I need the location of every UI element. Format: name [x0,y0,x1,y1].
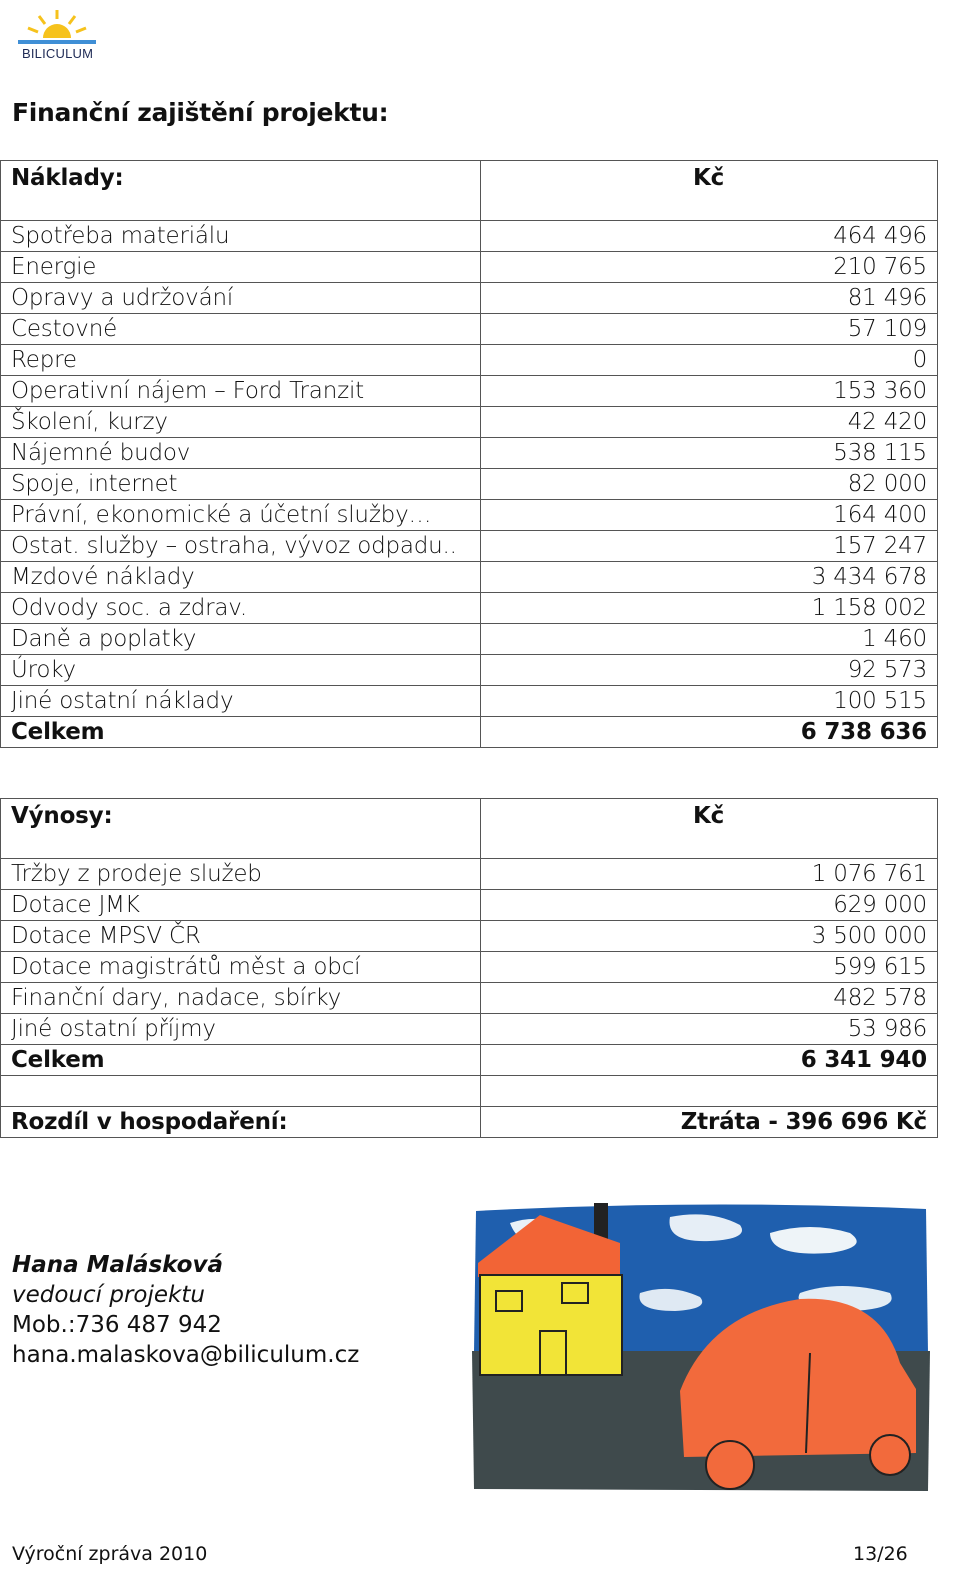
costs-row-value: 538 115 [481,438,938,469]
costs-row-value: 210 765 [481,252,938,283]
costs-total-label: Celkem [1,717,481,748]
revenue-row-value: 53 986 [481,1014,938,1045]
revenue-header-row [1,799,938,859]
costs-total-value: 6 738 636 [481,717,938,748]
revenue-row [1,890,938,921]
result-row [1,1107,938,1138]
costs-row-value: 0 [481,345,938,376]
costs-row-value: 1 158 002 [481,593,938,624]
blank-row [1,1076,938,1107]
revenue-row-label: Finanční dary, nadace, sbírky [1,983,481,1014]
costs-row [1,314,938,345]
costs-row-label: Nájemné budov [1,438,481,469]
costs-row [1,438,938,469]
costs-row-label: Ostat. služby – ostraha, vývoz odpadu.. [1,531,481,562]
costs-row-value: 92 573 [481,655,938,686]
revenue-row [1,921,938,952]
logo-text: BILICULUM [22,46,94,61]
costs-row-value: 100 515 [481,686,938,717]
costs-row-label: Cestovné [1,314,481,345]
revenue-row-value: 599 615 [481,952,938,983]
costs-row [1,252,938,283]
revenue-row [1,1014,938,1045]
costs-row [1,686,938,717]
revenue-row-value: 1 076 761 [481,859,938,890]
revenue-row [1,859,938,890]
costs-row-label: Daně a poplatky [1,624,481,655]
costs-currency-label: Kč [481,161,938,221]
costs-row-label: Právní, ekonomické a účetní služby… [1,500,481,531]
costs-row [1,562,938,593]
costs-row-label: Mzdové náklady [1,562,481,593]
result-label: Rozdíl v hospodaření: [1,1107,481,1138]
contact-email[interactable]: hana.malaskova@biliculum.cz [12,1342,360,1368]
page-title: Finanční zajištění projektu: [12,98,389,127]
contact-block [12,1250,359,1370]
revenue-row-label: Dotace magistrátů měst a obcí [1,952,481,983]
result-value: Ztráta - 396 696 Kč [481,1107,938,1138]
costs-row-value: 81 496 [481,283,938,314]
costs-row-value: 1 460 [481,624,938,655]
costs-row-value: 164 400 [481,500,938,531]
costs-total-row [1,717,938,748]
costs-row-label: Operativní nájem – Ford Tranzit [1,376,481,407]
contact-phone: Mob.:736 487 942 [12,1312,222,1338]
child-painting-image [470,1203,932,1495]
costs-row [1,624,938,655]
revenue-row-label: Dotace MPSV ČR [1,921,481,952]
footer-report-title: Výroční zpráva 2010 [12,1543,208,1565]
costs-row [1,376,938,407]
costs-row [1,500,938,531]
costs-row-value: 42 420 [481,407,938,438]
revenue-row-label: Jiné ostatní příjmy [1,1014,481,1045]
costs-row-label: Energie [1,252,481,283]
costs-row-label: Odvody soc. a zdrav. [1,593,481,624]
costs-row-value: 153 360 [481,376,938,407]
costs-row-value: 3 434 678 [481,562,938,593]
costs-row [1,593,938,624]
revenue-header-label: Výnosy: [1,799,481,859]
costs-row [1,407,938,438]
costs-row [1,469,938,500]
biliculum-logo [14,8,100,64]
blank-cell [481,1076,938,1107]
revenue-row-value: 3 500 000 [481,921,938,952]
revenue-row-label: Dotace JMK [1,890,481,921]
costs-row-label: Spotřeba materiálu [1,221,481,252]
revenue-total-value: 6 341 940 [481,1045,938,1076]
costs-row-label: Opravy a udržování [1,283,481,314]
revenue-row-value: 482 578 [481,983,938,1014]
costs-row-label: Úroky [1,655,481,686]
sun-icon [14,8,100,48]
costs-row-value: 157 247 [481,531,938,562]
revenue-table [0,798,938,1138]
costs-header-label: Náklady: [1,161,481,221]
revenue-row [1,952,938,983]
costs-row-label: Repre [1,345,481,376]
blank-cell [1,1076,481,1107]
contact-name: Hana Malásková [12,1252,223,1278]
footer-page-number: 13/26 [853,1543,908,1565]
revenue-total-label: Celkem [1,1045,481,1076]
costs-header-row [1,161,938,221]
revenue-row-label: Tržby z prodeje služeb [1,859,481,890]
costs-row-value: 82 000 [481,469,938,500]
revenue-currency-label: Kč [481,799,938,859]
costs-row [1,221,938,252]
costs-row [1,283,938,314]
costs-row [1,531,938,562]
costs-row-label: Jiné ostatní náklady [1,686,481,717]
costs-row-label: Spoje, internet [1,469,481,500]
revenue-row-value: 629 000 [481,890,938,921]
revenue-row [1,983,938,1014]
costs-row-label: Školení, kurzy [1,407,481,438]
costs-row-value: 464 496 [481,221,938,252]
costs-row [1,655,938,686]
revenue-total-row [1,1045,938,1076]
contact-role: vedoucí projektu [12,1282,205,1308]
costs-row-value: 57 109 [481,314,938,345]
costs-table [0,160,938,748]
costs-row [1,345,938,376]
